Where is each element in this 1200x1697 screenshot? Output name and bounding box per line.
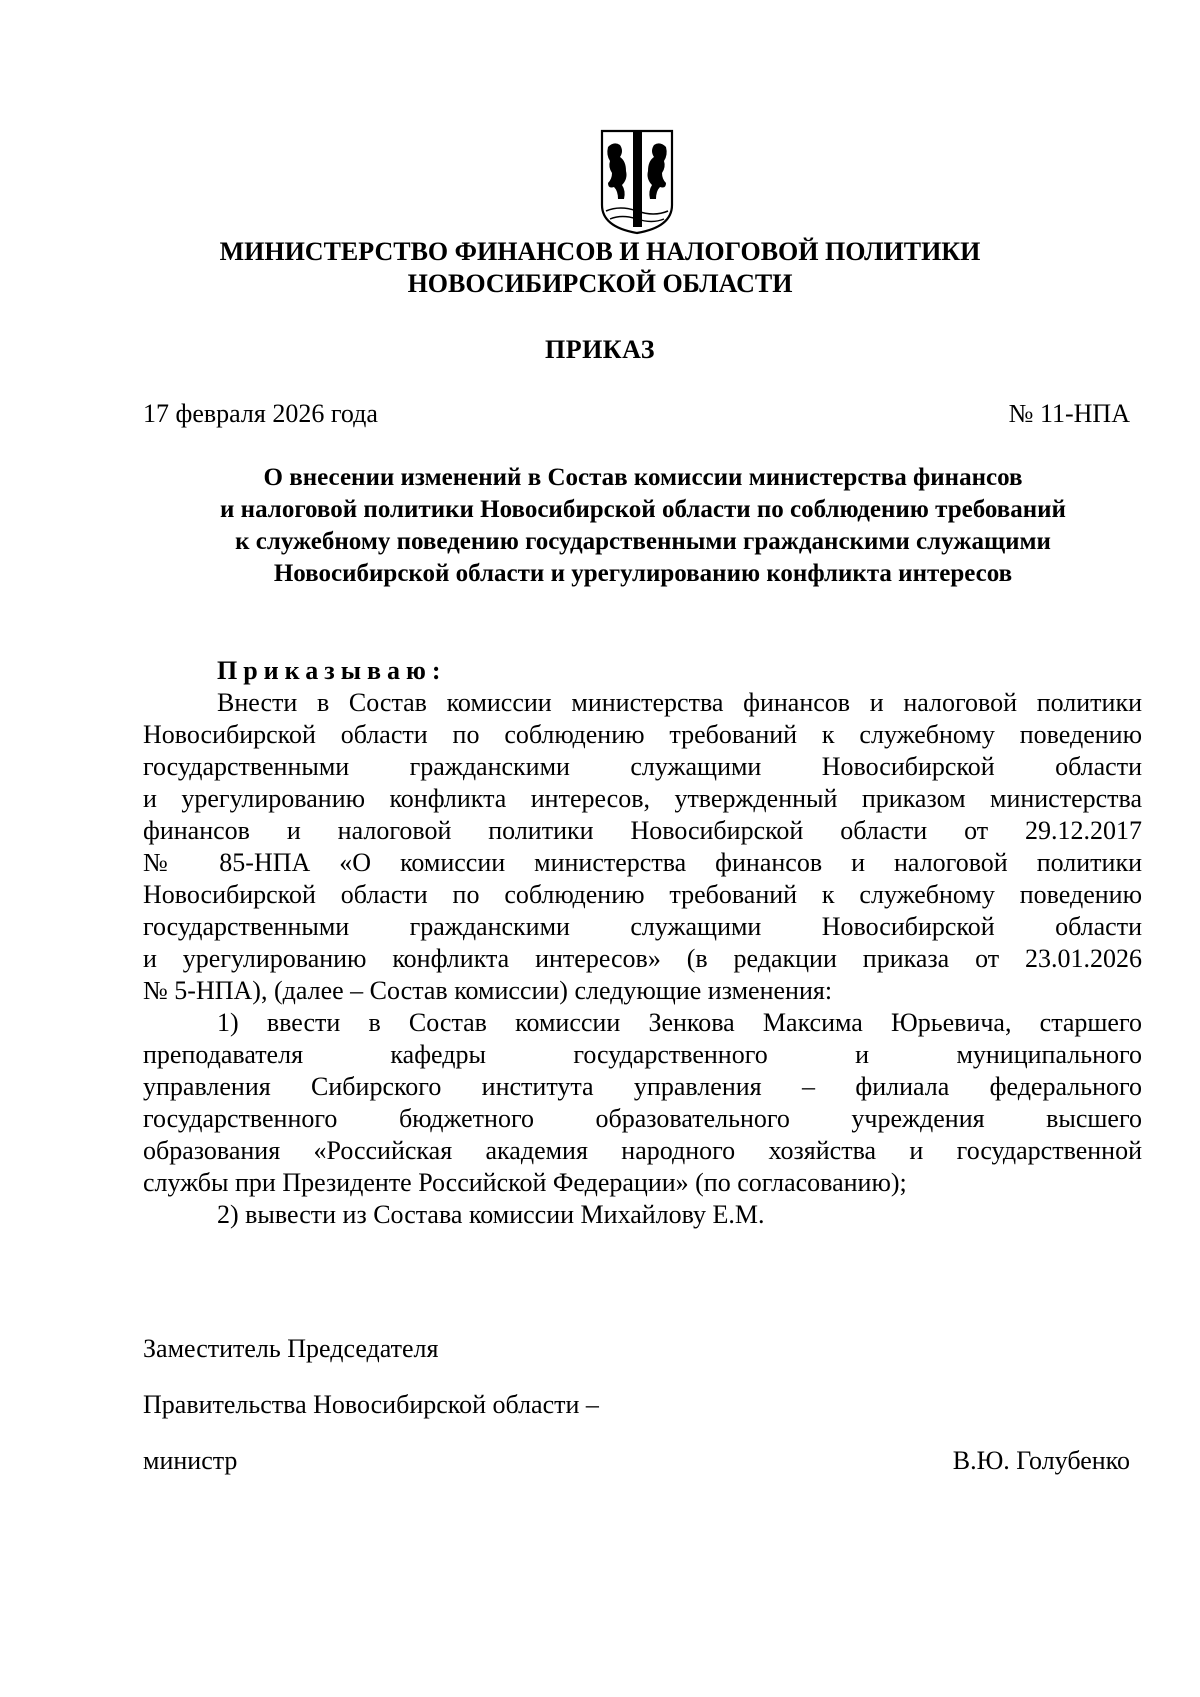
body-line: образования «Российская академия народного хозяйства и государственной: [143, 1136, 1142, 1165]
document-date: 17 февраля 2026 года: [143, 399, 378, 428]
body-line: государственными гражданскими служащими Новосибирской области: [143, 752, 1142, 781]
body-line: преподавателя кафедры государственного и муниципального: [143, 1040, 1142, 1069]
signatory-title-line-3: министр: [143, 1446, 238, 1475]
signatory-name: В.Ю. Голубенко: [952, 1446, 1130, 1475]
body-line: Новосибирской области по соблюдению требований к служебному поведению: [143, 880, 1142, 909]
body-line: управления Сибирского института управления – филиала федерального: [143, 1072, 1142, 1101]
body-line: и урегулированию конфликта интересов, утвержденный приказом министерства: [143, 784, 1142, 813]
signatory-title-line-2: Правительства Новосибирской области –: [143, 1390, 599, 1419]
body-line: 2) вывести из Состава комиссии Михайлову Е.М.: [217, 1200, 765, 1229]
subject-line: к служебному поведению государственными гражданскими служащими: [235, 528, 1051, 555]
order-word: Приказываю:: [217, 656, 447, 685]
body-line: и урегулированию конфликта интересов» (в редакции приказа от 23.01.2026: [143, 944, 1142, 973]
coat-of-arms-icon: [600, 127, 674, 235]
subject-line: и налоговой политики Новосибирской области по соблюдению требований: [220, 496, 1066, 523]
body-line: финансов и налоговой политики Новосибирской области от 29.12.2017: [143, 816, 1142, 845]
body-line: государственными гражданскими служащими Новосибирской области: [143, 912, 1142, 941]
ministry-name-line-1: МИНИСТЕРСТВО ФИНАНСОВ И НАЛОГОВОЙ ПОЛИТИКИ: [219, 237, 981, 266]
body-line: государственного бюджетного образовательного учреждения высшего: [143, 1104, 1142, 1133]
body-line: Новосибирской области по соблюдению требований к служебному поведению: [143, 720, 1142, 749]
body-line: Внести в Состав комиссии министерства финансов и налоговой политики: [217, 688, 1142, 717]
body-line: 1) ввести в Состав комиссии Зенкова Максима Юрьевича, старшего: [217, 1008, 1142, 1037]
subject-line: Новосибирской области и урегулированию конфликта интересов: [273, 560, 1013, 587]
body-line: № 85-НПА «О комиссии министерства финансов и налоговой политики: [143, 848, 1142, 877]
subject-line: О внесении изменений в Состав комиссии министерства финансов: [263, 464, 1023, 491]
document-number: № 11-НПА: [1008, 399, 1130, 428]
signatory-title-line-1: Заместитель Председателя: [143, 1334, 439, 1363]
body-line: службы при Президенте Российской Федерации» (по согласованию);: [143, 1168, 907, 1197]
document-type: ПРИКАЗ: [544, 335, 656, 364]
ministry-name-line-2: НОВОСИБИРСКОЙ ОБЛАСТИ: [407, 269, 793, 298]
body-line: № 5-НПА), (далее – Состав комиссии) следующие изменения:: [143, 976, 833, 1005]
